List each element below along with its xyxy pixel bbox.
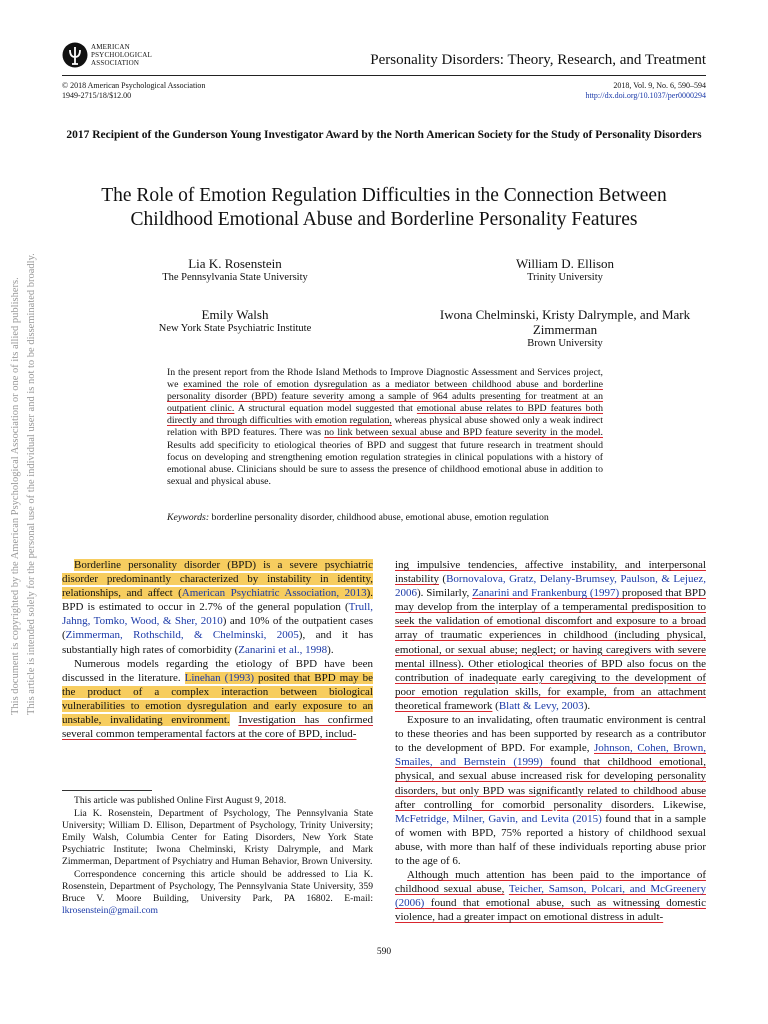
underlined-text: ing impulsive tendencies, affective instability, and interpersonal instability	[395, 559, 706, 586]
body-column-right	[395, 558, 706, 924]
author-name: William D. Ellison	[515, 256, 615, 271]
author-name: Emily Walsh	[201, 307, 269, 322]
body-paragraph	[395, 558, 706, 713]
doi-link[interactable]: http://dx.doi.org/10.1037/per0000294	[585, 90, 706, 100]
citation-link[interactable]: Johnson, Cohen, Brown, Smailes, and Bernstein (1999)	[395, 742, 706, 769]
body-text: ). Similarly,	[417, 587, 473, 600]
copyright-info	[62, 81, 205, 100]
body-paragraph	[62, 558, 373, 657]
citation-link[interactable]: Zanarini et al., 1998	[238, 643, 328, 656]
highlighted-text: posited that BPD may be the product of a complex interaction between biological vulnerabilities to emotion dysregulation and early exposure to an unstable, invalidating environment.	[62, 671, 373, 727]
underlined-text: found that emotional abuse, such as witnessing domestic violence, had a greater impact on emotional distress in adult-	[395, 897, 706, 924]
body-text: ) and 10% of the outpatient cases (	[62, 615, 373, 642]
citation-link[interactable]: McFetridge, Milner, Gavin, and Levita (2015)	[395, 812, 602, 825]
abstract-underlined-text: examined the role of emotion dysregulation as a mediator between childhood abuse and borderline personality disorder (BPD) feature severity among a sample of 964 adults presenting for treatment at an outpatient clinic.	[167, 379, 603, 415]
author-block	[450, 256, 680, 284]
body-text: Numerous models regarding the etiology of BPD have been discussed in the literature.	[62, 657, 373, 684]
body-text: (	[439, 573, 447, 586]
author-notes	[62, 795, 373, 918]
abstract-underlined-text: no link between sexual abuse and BPD feature severity in the model.	[324, 427, 603, 439]
body-text: BPD is estimated to occur in 2.7% of the general population (	[62, 601, 349, 614]
abstract-underlined-text: emotional abuse relates to BPD features both directly and through difficulties with emotion regulation,	[167, 403, 603, 427]
publisher-line: PSYCHOLOGICAL	[91, 51, 152, 59]
body-text: found that in a sample of women with BPD, 75% reported a history of childhood sexual abuse, with more than half of these individuals reporting abuse prior to the age of 6.	[395, 812, 706, 867]
psi-logo-icon	[62, 42, 88, 68]
publisher-name	[91, 43, 152, 67]
header-divider	[62, 75, 706, 76]
body-paragraph	[395, 713, 706, 868]
author-name: Lia K. Rosenstein	[188, 256, 282, 271]
citation-link[interactable]: Teicher, Samson, Polcari, and McGreenery (2006)	[395, 883, 706, 910]
keywords-text: borderline personality disorder, childhood abuse, emotional abuse, emotion regulation	[209, 512, 549, 523]
author-block	[420, 307, 710, 350]
author-note: This article was published Online First August 9, 2018.	[74, 795, 287, 806]
citation-link[interactable]: American Psychiatric Association, 2013	[181, 587, 367, 600]
abstract-text: Results add specificity to etiological theories of BPD and suggest that future research in treatment should focus on developing and strengthening emotion regulation strategies in clinical populations with a history of emotional abuse. Clinicians should be sure to assess the presence of childhood emotional abuse in addition to sexual and physical abuse.	[167, 439, 603, 487]
body-text: ).	[583, 699, 591, 712]
underlined-text: Although much attention has been paid to the importance of childhood sexual abuse,	[395, 869, 706, 896]
author-affiliation: The Pennsylvania State University	[162, 272, 308, 283]
publisher-line: AMERICAN	[91, 43, 130, 51]
body-column-left	[62, 558, 373, 741]
citation-info	[585, 81, 706, 100]
citation-link[interactable]: Zanarini and Frankenburg (1997)	[472, 587, 620, 600]
citation-link[interactable]: Zimmerman, Rothschild, & Chelminski, 2005	[65, 629, 299, 642]
publisher-line: ASSOCIATION	[91, 59, 140, 67]
author-block	[110, 256, 360, 284]
author-name: Iwona Chelminski, Kristy Dalrymple, and Mark Zimmerman	[439, 307, 691, 337]
abstract-text: whereas physical abuse showed only a weak indirect relation with BPD features. There was	[167, 415, 603, 439]
author-note: Lia K. Rosenstein, Department of Psychology, The Pennsylvania State University; William D. Ellison, Department of Psychology, Trinity University; Emily Walsh, Columbia Center for Eating Disorders, New York State Psychiatric Institute; Iwona Chelminski, Kristy Dalrymple, and Mark Zimmerman, Department of Psychiatry and Human Behavior, Brown University.	[62, 808, 373, 867]
citation-link[interactable]: Bornovalova, Gratz, Delany-Brumsey, Paulson, & Lejuez, 2006	[395, 573, 706, 600]
side-notice-line: This document is copyrighted by the American Psychological Association or one of its allied publishers.	[10, 277, 21, 715]
publisher-logo	[62, 42, 152, 68]
author-note-text: Correspondence concerning this article should be addressed to Lia K. Rosenstein, Department of Psychology, The Pennsylvania State University, 359 Bruce V. Moore Building, University Park, PA 16802. E-mail:	[62, 869, 373, 904]
underlined-text: Investigation has confirmed several common temperamental factors at the core of BPD, includ-	[62, 714, 373, 741]
underlined-text: found that childhood emotional, physical, and sexual abuse increased risk for developing personality disorders, but only BPD was significantly related to childhood abuse after controlling for comorbid personality disorders.	[395, 756, 706, 811]
citation-link[interactable]: Blatt & Levy, 2003	[498, 699, 584, 712]
award-heading: 2017 Recipient of the Gunderson Young Investigator Award by the North American Society for the Study of Personality Disorders	[66, 129, 702, 141]
side-notice-line: This article is intended solely for the personal use of the individual user and is not to be disseminated broadly.	[26, 253, 37, 715]
body-text: Exposure to an invalidating, often traumatic environment is central to these theories and has been supported by research as a contributor to the development of BPD. For example,	[395, 714, 706, 755]
body-paragraph	[62, 657, 373, 742]
body-text: ).	[327, 643, 334, 656]
highlighted-text: ).	[366, 587, 373, 600]
author-affiliation: Trinity University	[527, 272, 603, 283]
abstract-text: In the present report from the Rhode Island Methods to Improve Diagnostic Assessment and Services project, we	[167, 367, 603, 391]
highlighted-text: Borderline personality disorder (BPD) is a severe psychiatric disorder predominantly characterized by instability in identity, relationships, and affect (	[62, 559, 373, 600]
citation-link[interactable]: Trull, Jahng, Tomko, Wood, & Sher, 2010	[62, 601, 373, 628]
abstract	[167, 367, 603, 488]
citation-line: 2018, Vol. 9, No. 6, 590–594	[613, 81, 706, 90]
author-note	[62, 869, 373, 917]
keywords	[167, 512, 607, 523]
abstract-text: A structural equation model suggested that	[234, 403, 417, 415]
copyright-side-notice	[8, 253, 46, 715]
body-text: (	[492, 699, 499, 712]
journal-title: Personality Disorders: Theory, Research, and Treatment	[370, 52, 706, 68]
footnote-divider	[62, 790, 152, 791]
body-text: Likewise,	[654, 798, 706, 811]
email-link[interactable]: lkrosenstein@gmail.com	[62, 905, 158, 916]
page-number: 590	[376, 947, 392, 957]
body-paragraph	[395, 868, 706, 924]
copyright-line: © 2018 American Psychological Association	[62, 81, 206, 90]
author-affiliation: New York State Psychiatric Institute	[158, 323, 312, 334]
author-affiliation: Brown University	[527, 338, 603, 349]
article-title: The Role of Emotion Regulation Difficulties in the Connection Between Childhood Emotional Abuse and Borderline Personality Features	[101, 185, 667, 230]
keywords-label: Keywords:	[167, 512, 210, 523]
body-text: ), and it has substantially high rates of comorbidity (	[62, 629, 373, 656]
issn-line: 1949-2715/18/$12.00	[62, 90, 132, 100]
author-block	[110, 307, 360, 335]
underlined-text: proposed that BPD may develop from the interplay of a temperamental predisposition to seek the validation of emotional discomfort and exposure to a broad array of traumatic experiences in childhood (including physical, emotional, or sexual abuse; neglect; or having caregivers with severe mental illness). Other etiological theories of BPD also focus on the contribution of inadequate early caregiving to the development of poor emotion regulation skills, for example, from an attachment theoretical framework	[395, 587, 706, 712]
citation-link[interactable]: Linehan (1993)	[184, 671, 254, 684]
